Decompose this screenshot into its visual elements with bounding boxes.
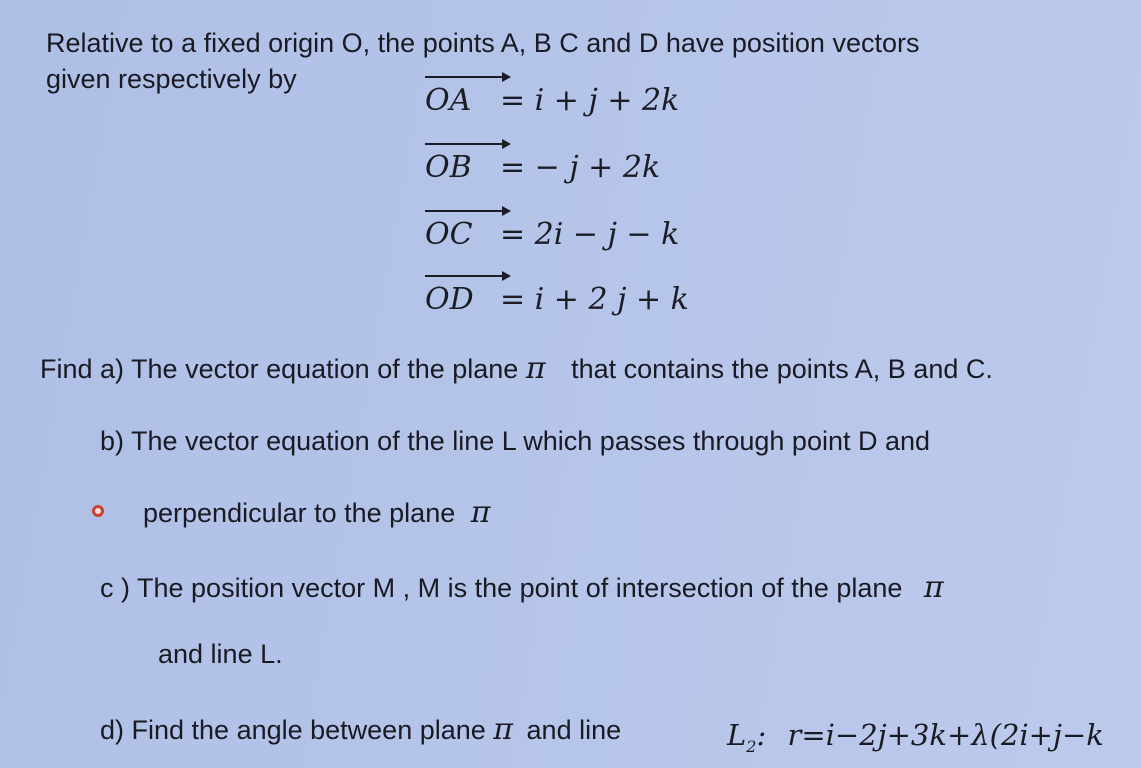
vector-oc-name: OC (425, 217, 473, 252)
bullet-icon (92, 505, 104, 517)
line-l2-equation (727, 718, 1104, 756)
vector-oc-rhs: = 2i − j − k (500, 217, 680, 252)
question-a-prefix: Find a) The vector equation of the plane (40, 354, 519, 384)
question-d-prefix: d) Find the angle between plane (100, 715, 486, 745)
vector-od-rhs: = i + 2 j + k (500, 282, 689, 317)
vector-arrow-icon (425, 275, 509, 277)
question-d (100, 712, 622, 747)
question-b-line-2 (143, 495, 491, 530)
vector-oa-name: OA (425, 83, 472, 118)
line-colon: : (756, 718, 767, 752)
question-b-text: perpendicular to the plane (143, 498, 456, 528)
vector-ob (425, 150, 765, 185)
pi-symbol: π (525, 351, 546, 386)
vector-od (425, 282, 765, 317)
question-c-line-1 (100, 570, 944, 605)
question-c-text: c ) The position vector M , M is the point of intersection of the plane (100, 573, 903, 603)
vector-ob-rhs: = − j + 2k (500, 150, 661, 185)
question-a-suffix: that contains the points A, B and C. (571, 354, 993, 384)
vector-oc (425, 217, 765, 252)
question-c-line-2: and line L. (158, 639, 283, 669)
line-subscript: 2 (746, 736, 757, 756)
intro-line-2: given respectively by (46, 64, 297, 94)
question-b-line-1: b) The vector equation of the line L which passes through point D and (100, 426, 931, 456)
line-name: L (727, 718, 747, 752)
pi-symbol: π (493, 712, 514, 747)
pi-symbol: π (923, 570, 944, 605)
intro-line-1: Relative to a fixed origin O, the points A, B C and D have position vectors (46, 28, 920, 58)
vector-arrow-icon (425, 143, 509, 145)
vector-od-name: OD (425, 282, 474, 317)
question-a (40, 351, 993, 386)
vector-oa (425, 83, 765, 118)
vector-arrow-icon (425, 210, 509, 212)
vector-ob-name: OB (425, 150, 472, 185)
vector-oa-rhs: = i + j + 2k (500, 83, 680, 118)
question-d-mid: and line (526, 715, 622, 745)
vector-arrow-icon (425, 76, 509, 78)
pi-symbol: π (470, 495, 491, 530)
line-equation: r=i−2j+3k+λ(2i+j−k (787, 718, 1104, 752)
